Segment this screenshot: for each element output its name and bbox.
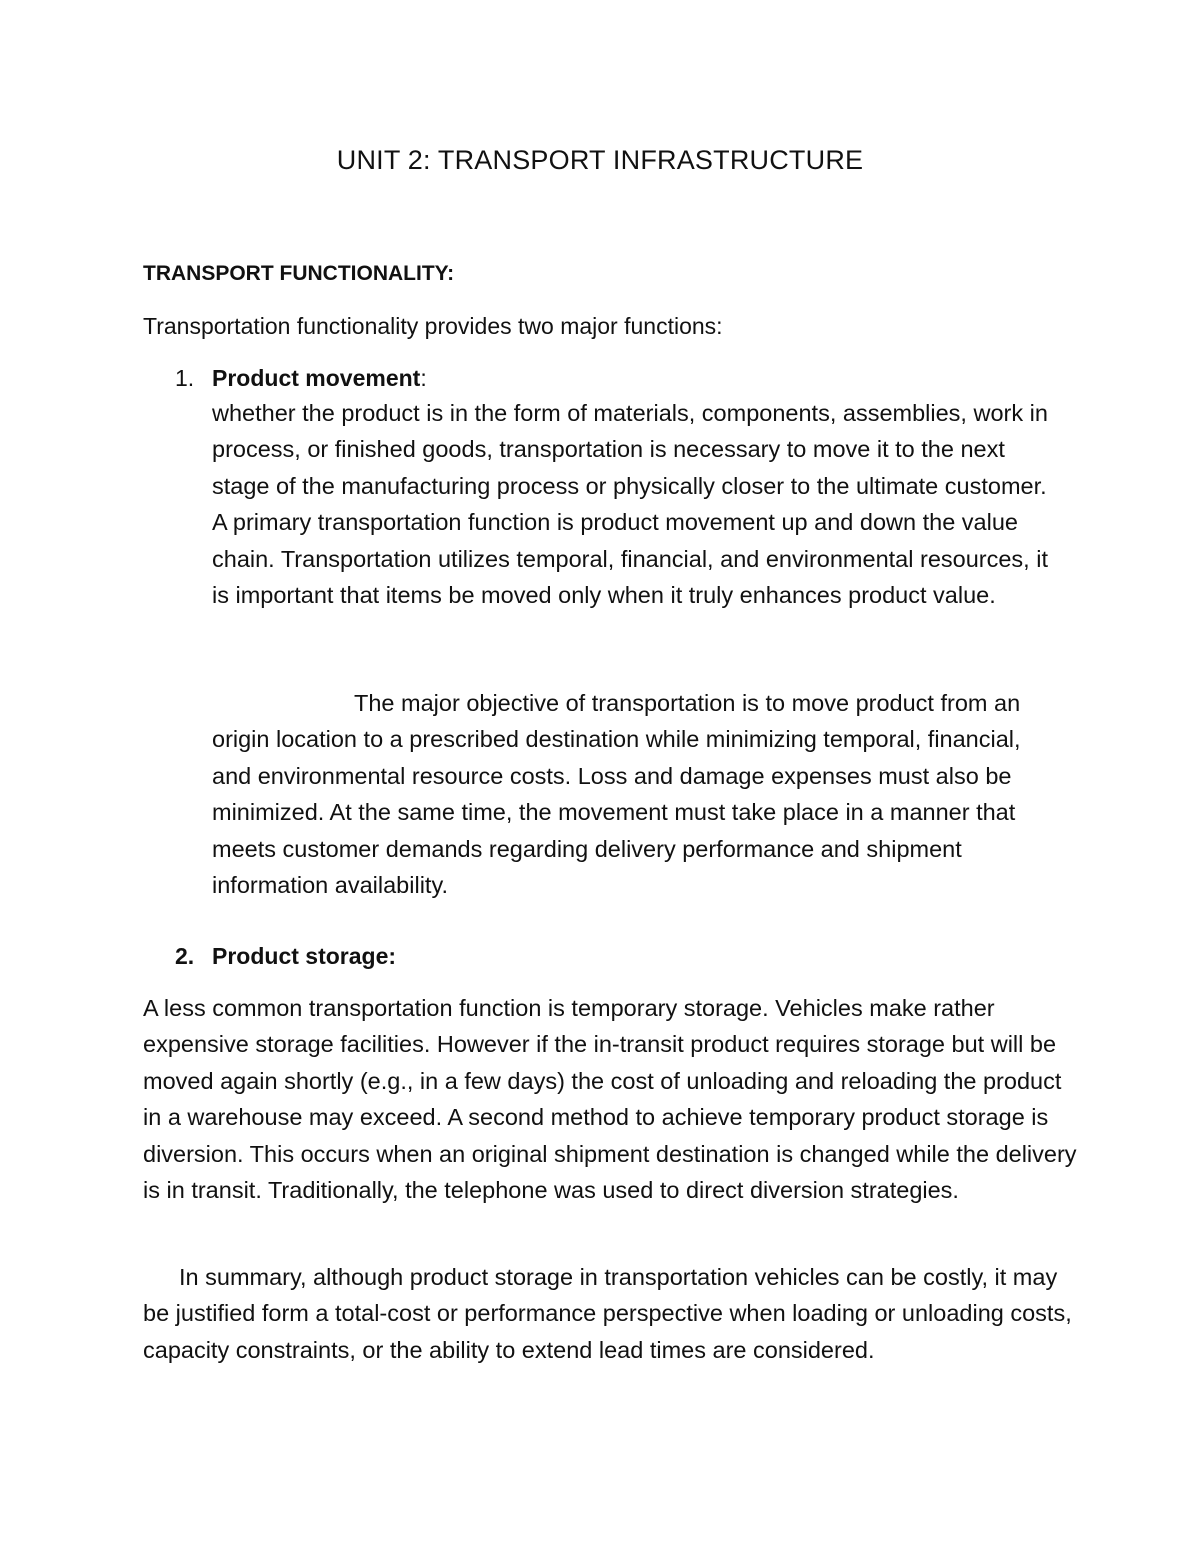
intro-text: Transportation functionality provides two major functions: xyxy=(143,313,723,339)
item-1-label: Product movement xyxy=(212,365,421,391)
item-2-label: Product storage: xyxy=(212,943,397,969)
summary-paragraph: In summary, although product storage in transportation vehicles can be costly, it may be justified form a total-cost or performance perspective when loading or unloading costs, capacity constraints, or the ability to extend lead times are considered. xyxy=(143,1264,1072,1363)
item-1-colon: : xyxy=(420,365,427,391)
item-1-number: 1. xyxy=(175,365,195,391)
section-heading: TRANSPORT FUNCTIONALITY: xyxy=(143,262,455,285)
item-2-body: A less common transportation function is temporary storage. Vehicles make rather expensive storage facilities. However if the in-transit product requires storage but will be moved again shortly (e.g., in a few days) the cost of unloading and reloading the product in a warehouse may exceed. A second method to achieve temporary product storage is diversion. This occurs when an original shipment destination is changed while the delivery is in transit. Traditionally, the telephone was used to direct diversion strategies. xyxy=(143,995,1077,1204)
item-1-heading xyxy=(212,365,427,392)
item-2-number: 2. xyxy=(175,943,195,969)
item-1-objective: The major objective of transportation is to move product from an origin location to a prescribed destination while minimizing temporal, financial, and environmental resource costs. Loss and damage expenses must also be minimized. At the same time, the movement must take place in a manner that meets customer demands regarding delivery performance and shipment information availability. xyxy=(212,690,1021,899)
document-title: UNIT 2: TRANSPORT INFRASTRUCTURE xyxy=(336,145,864,175)
item-1-body: whether the product is in the form of materials, components, assemblies, work in process, or finished goods, transportation is necessary to move it to the next stage of the manufacturing process or physically closer to the ultimate customer. A primary transportation function is product movement up and down the value chain. Transportation utilizes temporal, financial, and environmental resources, it is important that items be moved only when it truly enhances product value. xyxy=(212,400,1048,609)
